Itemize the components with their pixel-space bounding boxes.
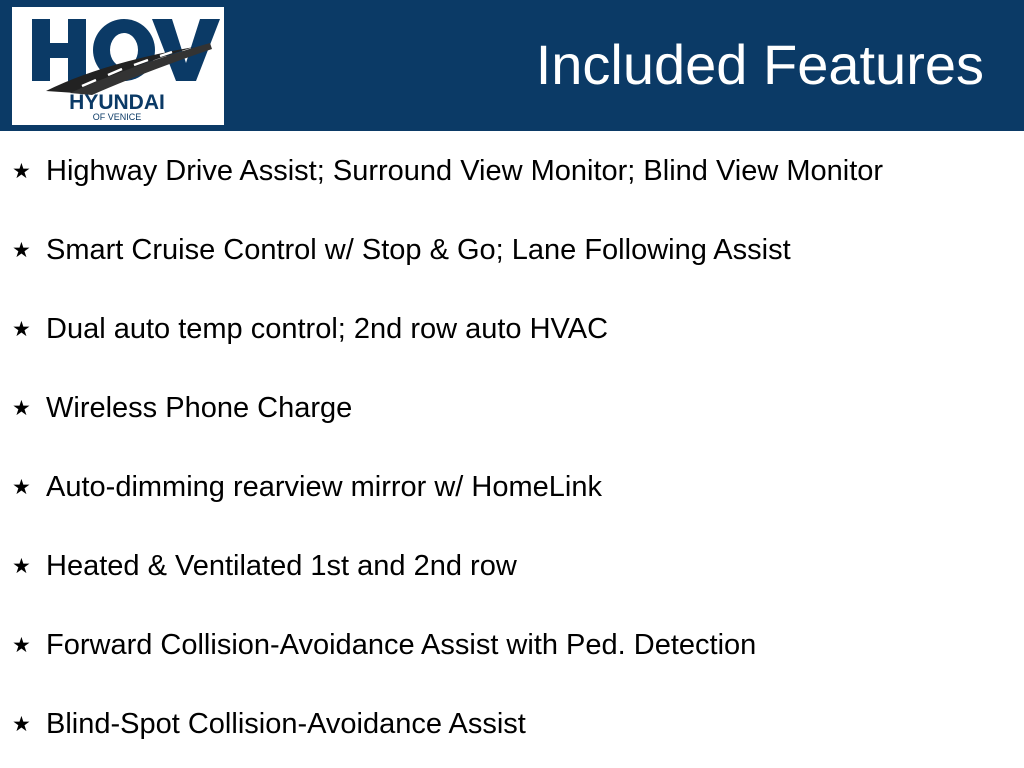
hov-hyundai-logo-icon [12, 7, 224, 125]
feature-text: Dual auto temp control; 2nd row auto HVAC [46, 313, 609, 345]
list-item [12, 383, 1012, 462]
feature-text: Highway Drive Assist; Surround View Monitor; Blind View Monitor [46, 155, 884, 187]
list-item [12, 699, 1012, 768]
star-icon: ★ [12, 238, 31, 262]
feature-text: Auto-dimming rearview mirror w/ HomeLink [46, 471, 602, 503]
feature-text: Wireless Phone Charge [46, 392, 353, 424]
list-item [12, 304, 1012, 383]
star-icon: ★ [12, 554, 31, 578]
feature-list [12, 146, 1012, 768]
logo-sub-text: OF VENICE [92, 112, 142, 122]
feature-text: Smart Cruise Control w/ Stop & Go; Lane Following Assist [46, 234, 791, 266]
logo-brand-text: HYUNDAI [69, 91, 165, 114]
feature-text: Forward Collision-Avoidance Assist with Ped. Detection [46, 629, 757, 661]
star-icon: ★ [12, 475, 31, 499]
star-icon: ★ [12, 712, 31, 736]
list-item [12, 541, 1012, 620]
star-icon: ★ [12, 633, 31, 657]
list-item [12, 620, 1012, 699]
star-icon: ★ [12, 317, 31, 341]
feature-text: Blind-Spot Collision-Avoidance Assist [46, 708, 526, 740]
star-icon: ★ [12, 159, 31, 183]
page-title: Included Features [535, 33, 984, 96]
header-bar [0, 0, 1024, 131]
list-item [12, 225, 1012, 304]
dealer-logo [12, 7, 224, 125]
list-item [12, 146, 1012, 225]
star-icon: ★ [12, 396, 31, 420]
feature-text: Heated & Ventilated 1st and 2nd row [46, 550, 517, 582]
list-item [12, 462, 1012, 541]
